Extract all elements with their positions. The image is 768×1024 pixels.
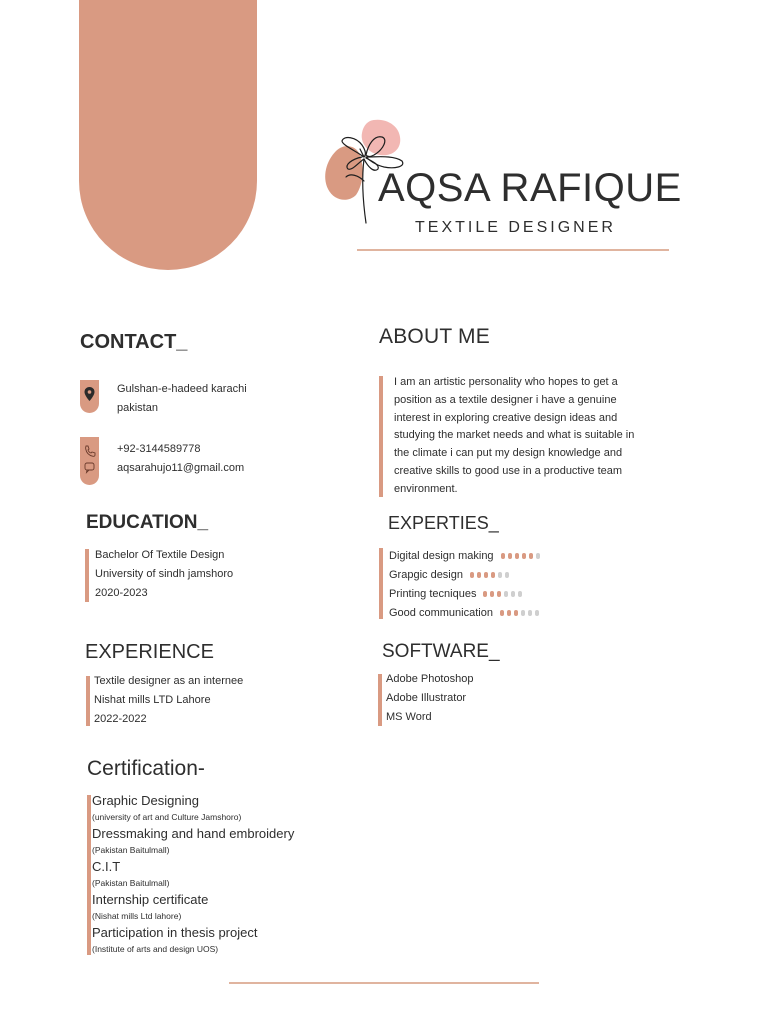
header-divider	[357, 249, 669, 251]
experience-role: Textile designer as an internee	[94, 675, 244, 687]
address-block	[117, 380, 247, 418]
about-text: I am an artistic personality who hopes to get a position as a textile designer i have a genuine interest in exploring creative design ideas and studying the market needs and what is suitable in the climate i can put my design knowledge and creative skills to good use in a productive team environment.	[394, 376, 635, 495]
rating-dot-filled	[529, 553, 533, 559]
certificate-source: (Pakistan Baitulmall)	[92, 845, 170, 855]
skill-row	[389, 565, 540, 584]
rating-dot-filled	[515, 553, 519, 559]
software-list	[386, 670, 473, 727]
experience-company: Nishat mills LTD Lahore	[94, 694, 211, 706]
certificate-title: Dressmaking and hand embroidery	[92, 826, 295, 841]
rating-dot-filled	[508, 553, 512, 559]
institution: University of sindh jamshoro	[95, 568, 234, 580]
phone-icon	[86, 446, 95, 456]
rating-dot-empty	[511, 591, 515, 597]
about-accent-bar	[379, 376, 383, 497]
skill-label: Digital design making	[389, 549, 494, 562]
software-item: Adobe Photoshop	[386, 673, 474, 685]
rating-dot-empty	[521, 610, 525, 616]
skills-list	[389, 546, 540, 622]
education-accent-bar	[85, 549, 89, 602]
rating-dot-filled	[491, 572, 495, 578]
rating-dot-empty	[536, 553, 540, 559]
experience-accent-bar	[86, 676, 90, 726]
experience-years: 2022-2022	[94, 713, 147, 725]
rating-dot-filled	[501, 553, 505, 559]
footer-divider	[229, 982, 539, 984]
rating-dot-empty	[504, 591, 508, 597]
rating-dot-empty	[505, 572, 509, 578]
degree: Bachelor Of Textile Design	[95, 549, 225, 561]
rating-dot-filled	[507, 610, 511, 616]
certificate-source: (Nishat mills Ltd lahore)	[92, 911, 182, 921]
contact-icon-tab	[80, 437, 99, 485]
certificate-title: Graphic Designing	[92, 793, 199, 808]
rating-dot-empty	[498, 572, 502, 578]
about-heading: ABOUT ME	[379, 325, 490, 348]
experties-accent-bar	[379, 548, 383, 619]
job-title: TEXTILE DESIGNER	[415, 219, 616, 236]
phone-number[interactable]: +92-3144589778	[117, 443, 201, 455]
address-icon-tab	[80, 380, 99, 413]
software-heading: SOFTWARE_	[382, 641, 500, 662]
certificate-source: (university of art and Culture Jamshoro)	[92, 812, 242, 822]
email-address[interactable]: aqsarahujo11@gmail.com	[117, 462, 245, 474]
rating-dot-filled	[490, 591, 494, 597]
rating-dot-filled	[477, 572, 481, 578]
skill-label: Good communication	[389, 606, 493, 619]
rating-dot-filled	[497, 591, 501, 597]
experties-heading: EXPERTIES_	[388, 513, 499, 533]
certification-heading: Certification-	[87, 757, 205, 780]
candidate-name: AQSA RAFIQUE	[378, 166, 682, 210]
rating-dot-empty	[528, 610, 532, 616]
skill-rating	[483, 591, 522, 597]
certificate-source: (Institute of arts and design UOS)	[92, 944, 219, 954]
rating-dot-empty	[535, 610, 539, 616]
contact-heading: CONTACT_	[80, 331, 188, 353]
chat-icon	[85, 463, 94, 473]
skill-rating	[470, 572, 509, 578]
address-line: Gulshan-e-hadeed karachi	[117, 383, 247, 395]
experience-heading: EXPERIENCE	[85, 641, 214, 663]
certificate-title: C.I.T	[92, 859, 121, 874]
rating-dot-filled	[514, 610, 518, 616]
software-accent-bar	[378, 674, 382, 726]
education-years: 2020-2023	[95, 587, 148, 599]
education-details	[95, 546, 233, 603]
decorative-pill-shape	[79, 0, 257, 270]
skill-row	[389, 603, 540, 622]
location-pin-icon	[80, 380, 99, 413]
rating-dot-filled	[500, 610, 504, 616]
skill-row	[389, 584, 540, 603]
certificate-title: Participation in thesis project	[92, 925, 258, 940]
rating-dot-filled	[483, 591, 487, 597]
address-line: pakistan	[117, 402, 158, 414]
software-item: MS Word	[386, 711, 432, 723]
certificate-source: (Pakistan Baitulmall)	[92, 878, 170, 888]
skill-rating	[501, 553, 540, 559]
rating-dot-filled	[470, 572, 474, 578]
skill-label: Printing tecniques	[389, 587, 477, 600]
certification-accent-bar	[87, 795, 91, 955]
experience-details	[94, 672, 243, 729]
certificate-title: Internship certificate	[92, 892, 209, 907]
rating-dot-empty	[518, 591, 522, 597]
skill-rating	[500, 610, 539, 616]
skill-label: Grapgic design	[389, 568, 463, 581]
education-heading: EDUCATION_	[86, 512, 209, 533]
rating-dot-filled	[484, 572, 488, 578]
contact-details	[117, 440, 244, 478]
skill-row	[389, 546, 540, 565]
rating-dot-filled	[522, 553, 526, 559]
contact-icons	[80, 437, 99, 485]
software-item: Adobe Illustrator	[386, 692, 467, 704]
certification-list	[92, 792, 352, 957]
